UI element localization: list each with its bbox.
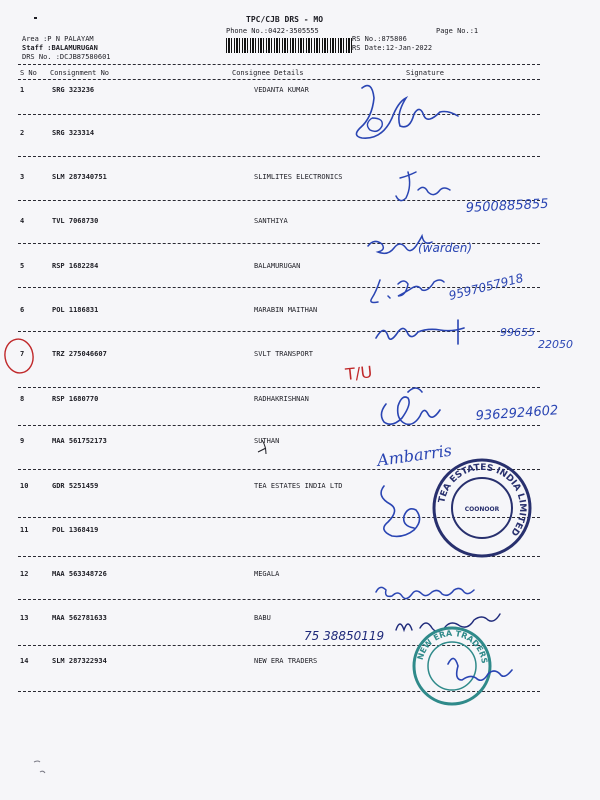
page-number: Page No.:1 — [436, 27, 479, 35]
row-consignee: SLIMLITES ELECTRONICS — [254, 173, 343, 181]
row-sno: 5 — [20, 262, 25, 270]
staff-label: Staff :BALAMURUGAN — [22, 44, 98, 52]
red-circle-row7 — [2, 337, 35, 375]
row-consignment: SLM 287340751 — [52, 173, 107, 181]
row-sno: 10 — [20, 482, 29, 490]
row-consignment: RSP 1680770 — [52, 395, 99, 403]
signature-row10 — [381, 486, 419, 536]
row-consignment: SRG 323314 — [52, 129, 95, 137]
handwritten-phone-row13: 75 38850119 — [304, 629, 385, 643]
sheet-title: TPC/CJB DRS - MO — [246, 15, 324, 24]
handwritten-phone-row8: 9362924602 — [475, 403, 559, 424]
tea-stamp-inner: COONOOR — [464, 506, 500, 513]
row-consignment: POL 1186831 — [52, 306, 99, 314]
newera-stamp-text: NEW ERA TRADERS — [415, 628, 489, 665]
col-signature: Signature — [406, 69, 444, 77]
row-sno: 1 — [20, 86, 25, 94]
row-consignee: TEA ESTATES INDIA LTD — [254, 482, 343, 490]
row-consignment: MAA 562781633 — [52, 614, 107, 622]
row-sno: 7 — [20, 350, 25, 358]
row-consignee: VEDANTA KUMAR — [254, 86, 309, 94]
row-consignee: NEW ERA TRADERS — [254, 657, 318, 665]
row-consignment: RSP 1682284 — [52, 262, 99, 270]
row-consignee: BABU — [254, 614, 271, 622]
row-consignment: MAA 563348726 — [52, 570, 107, 578]
handwritten-name-row9: Ambarris — [375, 440, 453, 470]
row-sno: 8 — [20, 395, 25, 403]
drs-number: DRS No. :DCJB87580601 — [22, 53, 111, 61]
svg-text:TEA ESTATES INDIA LIMITED — [437, 463, 527, 537]
row-consignment: TVL 7068730 — [52, 217, 99, 225]
row-sno: 14 — [20, 657, 29, 665]
row-sno: 3 — [20, 173, 25, 181]
tea-estates-stamp — [434, 460, 530, 556]
row-consignee: BALAMURUGAN — [254, 262, 301, 270]
signature-row5 — [371, 280, 444, 303]
row-consignment: TRZ 275046607 — [52, 350, 107, 358]
row-consignee: MARABIN MAITHAN — [254, 306, 318, 314]
row-consignment: SLM 287322934 — [52, 657, 107, 665]
rs-number: RS No.:875806 — [352, 35, 407, 43]
area-label: Area :P N PALAYAM — [22, 35, 94, 43]
handwritten-phone-row6: 99655 — [500, 326, 535, 339]
signature-row8 — [381, 388, 440, 424]
row-consignee: SUTHAN — [254, 437, 280, 445]
row-sno: 9 — [20, 437, 25, 445]
tea-stamp-text: TEA ESTATES INDIA LIMITED — [437, 462, 528, 538]
handwritten-note-row7: T/U — [344, 362, 374, 384]
signature-row12-tamil — [376, 587, 474, 598]
rs-date: RS Date:12-Jan-2022 — [352, 44, 433, 52]
row-consignee: MEGALA — [254, 570, 280, 578]
handwritten-phone-row6b: 22050 — [538, 338, 573, 351]
col-sno: S No — [20, 69, 37, 77]
row-sno: 12 — [20, 570, 29, 578]
row-sno: 13 — [20, 614, 29, 622]
row-sno: 6 — [20, 306, 25, 314]
handwritten-phone-row3: 9500885855 — [465, 196, 549, 216]
row-consignment: SRG 323236 — [52, 86, 95, 94]
signature-row1-loop — [367, 118, 382, 131]
signature-row6 — [376, 320, 464, 344]
new-era-stamp — [414, 628, 490, 704]
signature-row3 — [396, 172, 450, 201]
col-consignment: Consignment No — [50, 69, 110, 77]
smudge-mark — [34, 761, 45, 773]
handwritten-note-row4: (warden) — [418, 241, 473, 255]
col-consignee: Consignee Details — [232, 69, 304, 77]
row-consignee: SVLT TRANSPORT — [254, 350, 314, 358]
row-consignment: GDR 5251459 — [52, 482, 99, 490]
row-sno: 2 — [20, 129, 25, 137]
row-consignment: POL 1368419 — [52, 526, 99, 534]
row-consignee: SANTHIYA — [254, 217, 288, 225]
handwritten-phone-row5: 9597057918 — [447, 270, 525, 303]
row-sno: 4 — [20, 217, 25, 225]
row-sno: 11 — [20, 526, 29, 534]
row-consignee: RADHAKRISHNAN — [254, 395, 309, 403]
row-consignment: MAA 561752173 — [52, 437, 107, 445]
phone-number: Phone No.:0422-3505555 — [226, 27, 319, 35]
pen-mark-row9 — [258, 440, 266, 454]
